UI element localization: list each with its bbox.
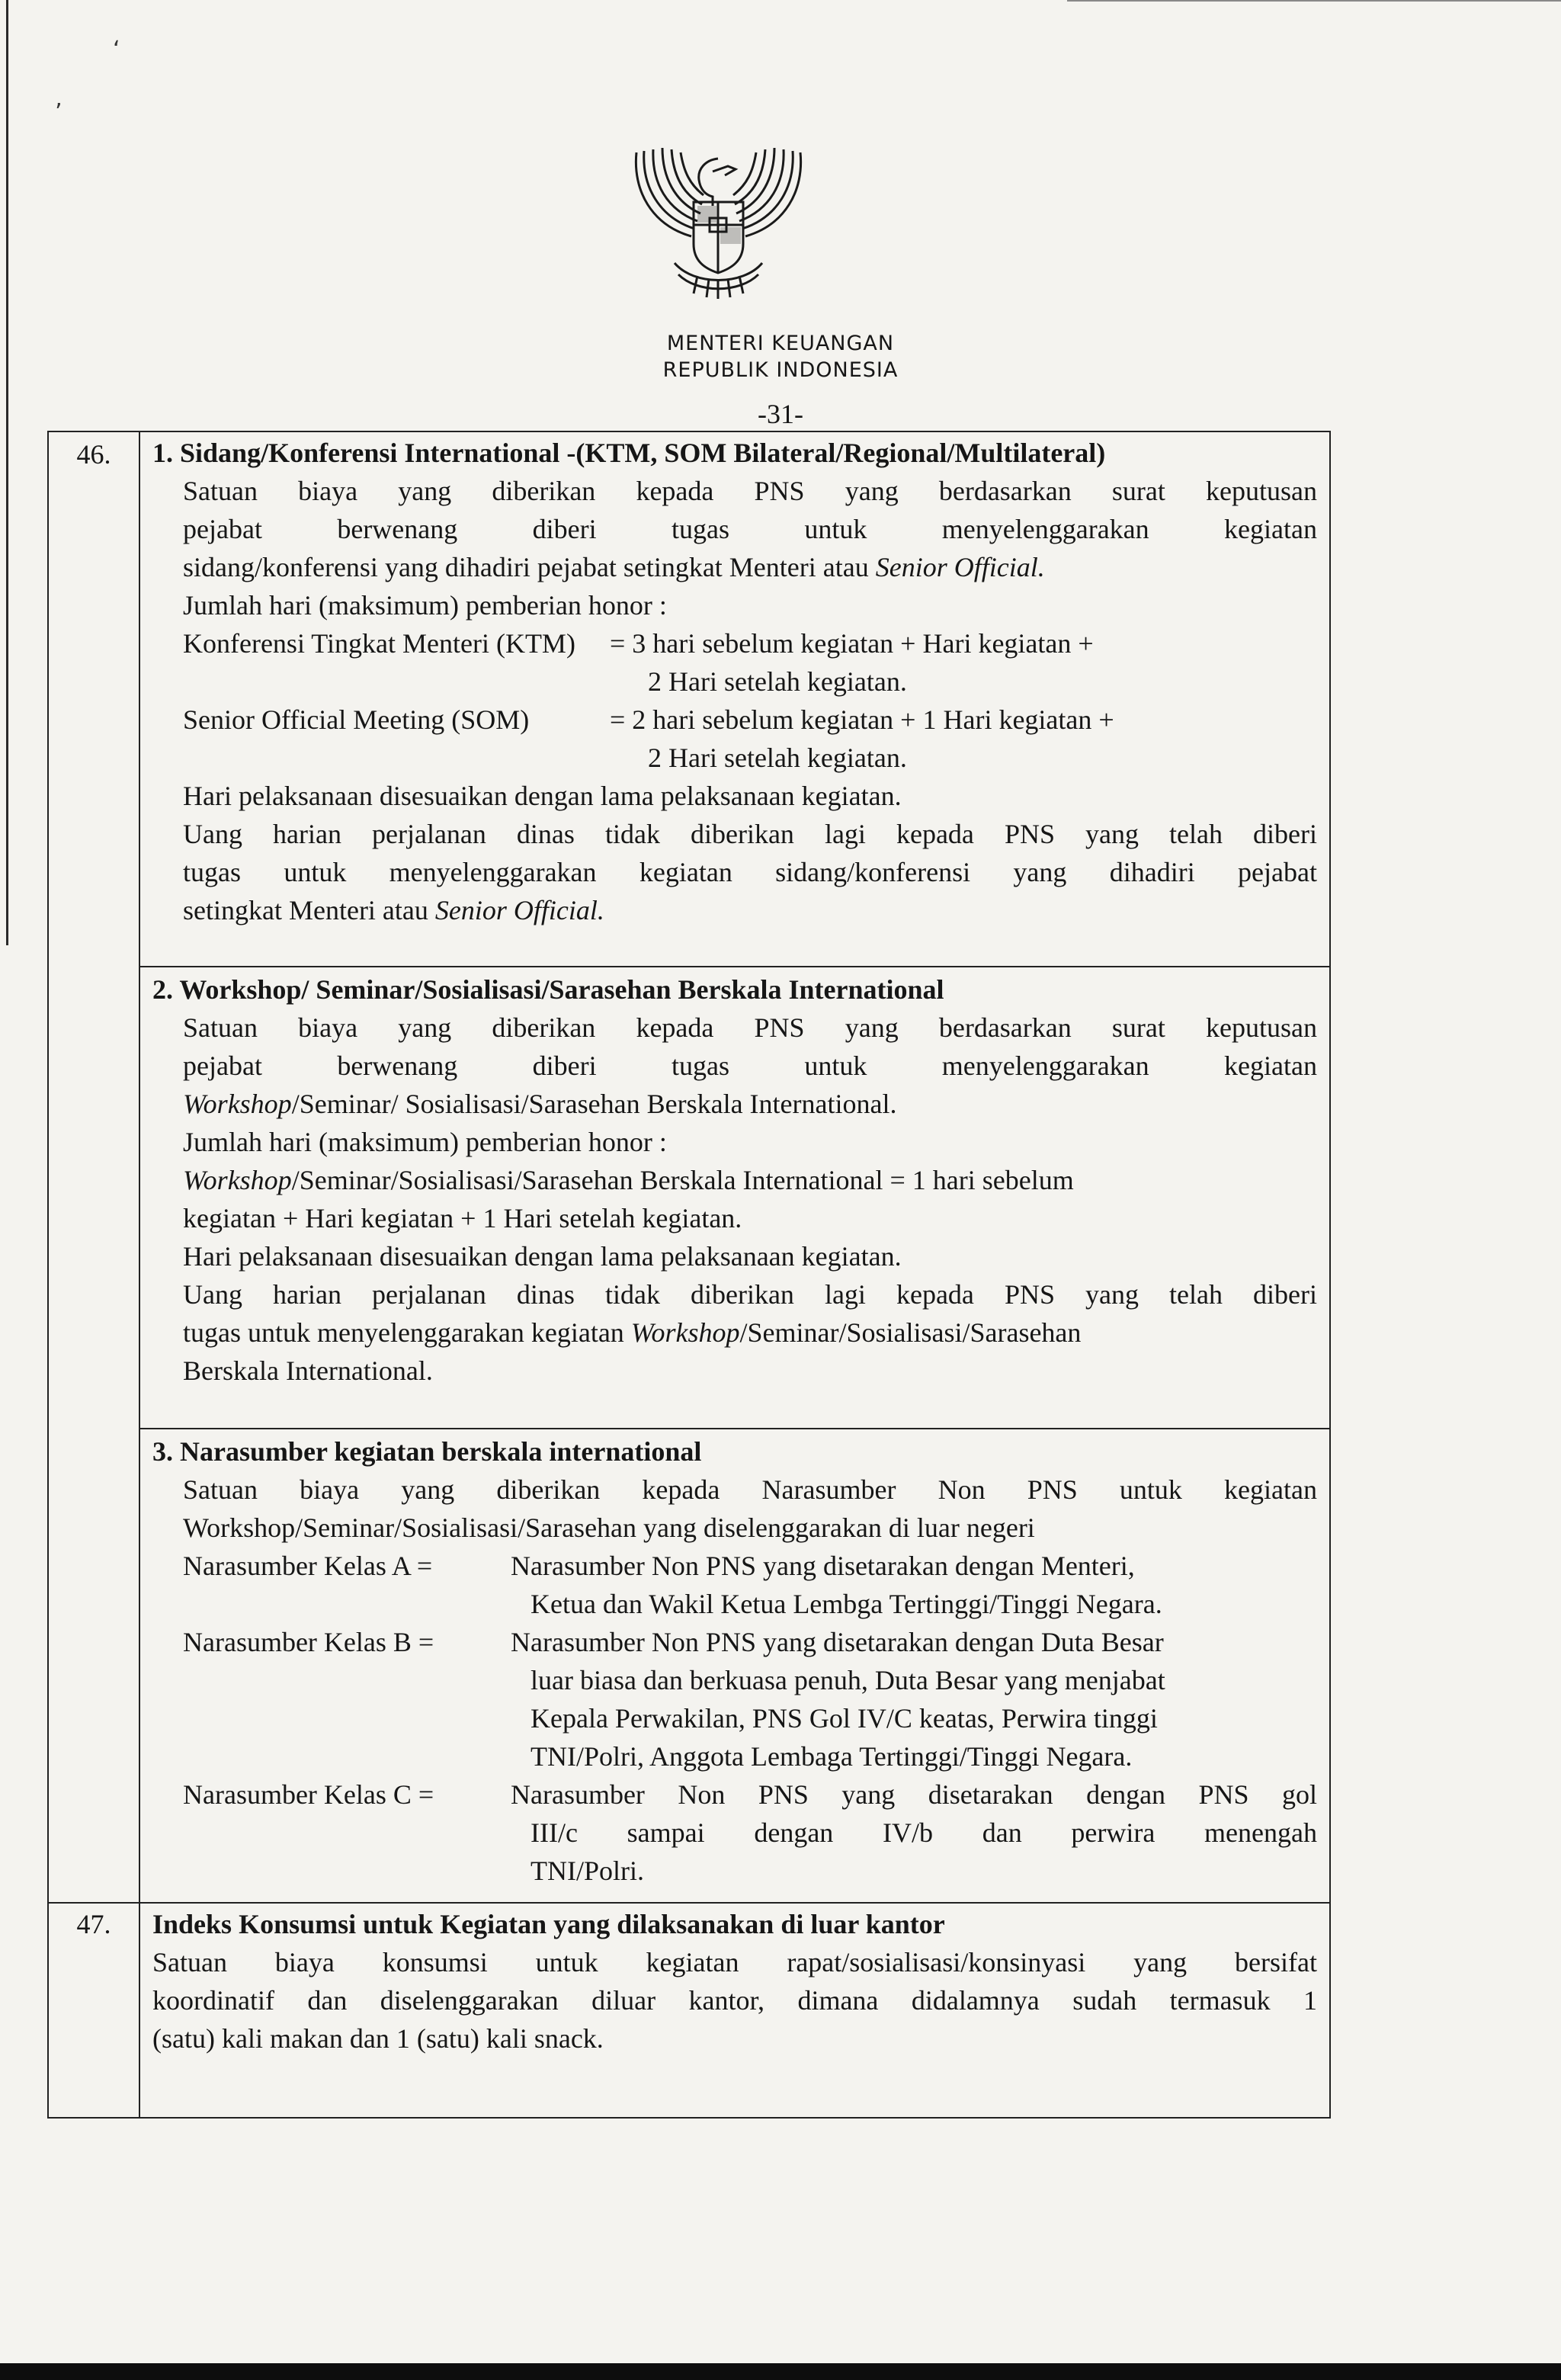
scan-mark: ’ (55, 99, 63, 126)
class-c-continuation: TNI/Polri. (530, 1856, 644, 1886)
section-workshop-seminar (152, 970, 1317, 1390)
paragraph-line: pejabat berwenang diberi tugas untuk menyelenggarakan kegiatan (183, 1050, 1317, 1081)
row-divider (49, 1902, 1329, 1904)
class-b-rule (183, 1623, 1317, 1661)
scan-top-line (1067, 0, 1561, 2)
scan-edge-line (6, 0, 8, 945)
section-title: 3. Narasumber kegiatan berskala international (152, 1436, 702, 1467)
class-b-continuation: luar biasa dan berkuasa penuh, Duta Besar yang menjabat (530, 1665, 1165, 1695)
paragraph-line: Satuan biaya yang diberikan kepada Narasumber Non PNS untuk kegiatan (183, 1474, 1317, 1505)
paragraph-text: tugas untuk menyelenggarakan kegiatan (183, 1317, 624, 1348)
paragraph-line: Jumlah hari (maksimum) pemberian honor : (183, 1127, 667, 1157)
som-continuation: 2 Hari setelah kegiatan. (648, 743, 907, 773)
ktm-label: Konferensi Tingkat Menteri (KTM) (183, 628, 575, 659)
class-a-rule (183, 1547, 1317, 1585)
paragraph-line: Workshop/Seminar/Sosialisasi/Sarasehan yang diselenggarakan di luar negeri (183, 1512, 1035, 1543)
paragraph-line (183, 891, 1317, 929)
emphasis-text: Workshop (630, 1317, 740, 1348)
paragraph-line (183, 548, 1317, 586)
paragraph-line: kegiatan + Hari kegiatan + 1 Hari setelah kegiatan. (183, 1203, 742, 1233)
paragraph-text: setingkat Menteri atau (183, 895, 428, 925)
paragraph-line: Satuan biaya konsumsi untuk kegiatan rapat/sosialisasi/konsinyasi yang bersifat (152, 1947, 1317, 1977)
class-b-text: Narasumber Non PNS yang disetarakan dengan Duta Besar (511, 1627, 1164, 1657)
scan-bottom-band (0, 2363, 1561, 2380)
section-divider (140, 966, 1329, 967)
ktm-continuation: 2 Hari setelah kegiatan. (648, 666, 907, 697)
row-number: 47. (76, 1909, 111, 1939)
section-indeks-konsumsi (152, 1905, 1317, 2058)
paragraph-line: tugas untuk menyelenggarakan kegiatan sidang/konferensi yang dihadiri pejabat (183, 857, 1317, 887)
paragraph-line: koordinatif dan diselenggarakan diluar kantor, dimana didalamnya sudah termasuk 1 (152, 1985, 1317, 2016)
section-title: 2. Workshop/ Seminar/Sosialisasi/Sarasehan Berskala International (152, 974, 944, 1005)
ktm-value: = 3 hari sebelum kegiatan + Hari kegiatan + (610, 628, 1094, 659)
column-divider (139, 432, 140, 2117)
page-number: -31- (758, 399, 803, 429)
paragraph-line: Jumlah hari (maksimum) pemberian honor : (183, 590, 667, 621)
scan-mark: ‘ (113, 37, 120, 63)
regulation-table (47, 431, 1331, 2119)
paragraph-line: Uang harian perjalanan dinas tidak diberikan lagi kepada PNS yang telah diberi (183, 819, 1317, 849)
paragraph-line: Satuan biaya yang diberikan kepada PNS yang berdasarkan surat keputusan (183, 476, 1317, 506)
paragraph-line: (satu) kali makan dan 1 (satu) kali snack. (152, 2023, 604, 2054)
section-divider (140, 1428, 1329, 1429)
emphasis-text: Senior Official. (434, 895, 604, 925)
paragraph-line (183, 1161, 1317, 1199)
emphasis-text: Workshop (183, 1165, 292, 1195)
paragraph-line: Berskala International. (183, 1355, 433, 1386)
paragraph-text: /Seminar/Sosialisasi/Sarasehan (739, 1317, 1082, 1348)
class-b-continuation: TNI/Polri, Anggota Lembaga Tertinggi/Tinggi Negara. (530, 1741, 1133, 1772)
class-a-continuation: Ketua dan Wakil Ketua Lembga Tertinggi/Tinggi Negara. (530, 1589, 1162, 1619)
paragraph-line (183, 1313, 1317, 1352)
row-number: 46. (76, 439, 111, 470)
ktm-rule (183, 624, 1317, 662)
country-title: REPUBLIK INDONESIA (662, 358, 899, 382)
garuda-emblem-icon (621, 130, 816, 309)
class-b-label: Narasumber Kelas B = (183, 1627, 434, 1657)
emphasis-text: Workshop (183, 1089, 292, 1119)
paragraph-text: /Seminar/ Sosialisasi/Sarasehan Berskala International. (291, 1089, 897, 1119)
paragraph-text: sidang/konferensi yang dihadiri pejabat setingkat Menteri atau (183, 552, 869, 582)
paragraph-line: Satuan biaya yang diberikan kepada PNS yang berdasarkan surat keputusan (183, 1012, 1317, 1043)
class-c-continuation: III/c sampai dengan IV/b dan perwira menengah (530, 1817, 1317, 1848)
som-label: Senior Official Meeting (SOM) (183, 704, 530, 735)
som-value: = 2 hari sebelum kegiatan + 1 Hari kegiatan + (610, 704, 1114, 735)
ministry-title: MENTERI KEUANGAN (666, 332, 895, 355)
section-narasumber (152, 1432, 1317, 1890)
section-title: 1. Sidang/Konferensi International -(KTM, SOM Bilateral/Regional/Multilateral) (152, 438, 1106, 468)
class-a-label: Narasumber Kelas A = (183, 1551, 433, 1581)
section-title: Indeks Konsumsi untuk Kegiatan yang dilaksanakan di luar kantor (152, 1909, 945, 1939)
paragraph-text: /Seminar/Sosialisasi/Sarasehan Berskala International = 1 hari sebelum (291, 1165, 1074, 1195)
class-b-continuation: Kepala Perwakilan, PNS Gol IV/C keatas, Perwira tinggi (530, 1703, 1158, 1734)
paragraph-line: pejabat berwenang diberi tugas untuk menyelenggarakan kegiatan (183, 514, 1317, 544)
paragraph-line: Uang harian perjalanan dinas tidak diberikan lagi kepada PNS yang telah diberi (183, 1279, 1317, 1310)
class-c-text: Narasumber Non PNS yang disetarakan dengan PNS gol (511, 1779, 1317, 1810)
class-c-rule (183, 1775, 1317, 1814)
class-c-label: Narasumber Kelas C = (183, 1779, 434, 1810)
paragraph-line: Hari pelaksanaan disesuaikan dengan lama pelaksanaan kegiatan. (183, 781, 902, 811)
section-sidang-konferensi (152, 434, 1317, 929)
som-rule (183, 701, 1317, 739)
class-a-text: Narasumber Non PNS yang disetarakan dengan Menteri, (511, 1551, 1135, 1581)
emphasis-text: Senior Official. (875, 552, 1045, 582)
paragraph-line (183, 1085, 1317, 1123)
paragraph-line: Hari pelaksanaan disesuaikan dengan lama pelaksanaan kegiatan. (183, 1241, 902, 1272)
